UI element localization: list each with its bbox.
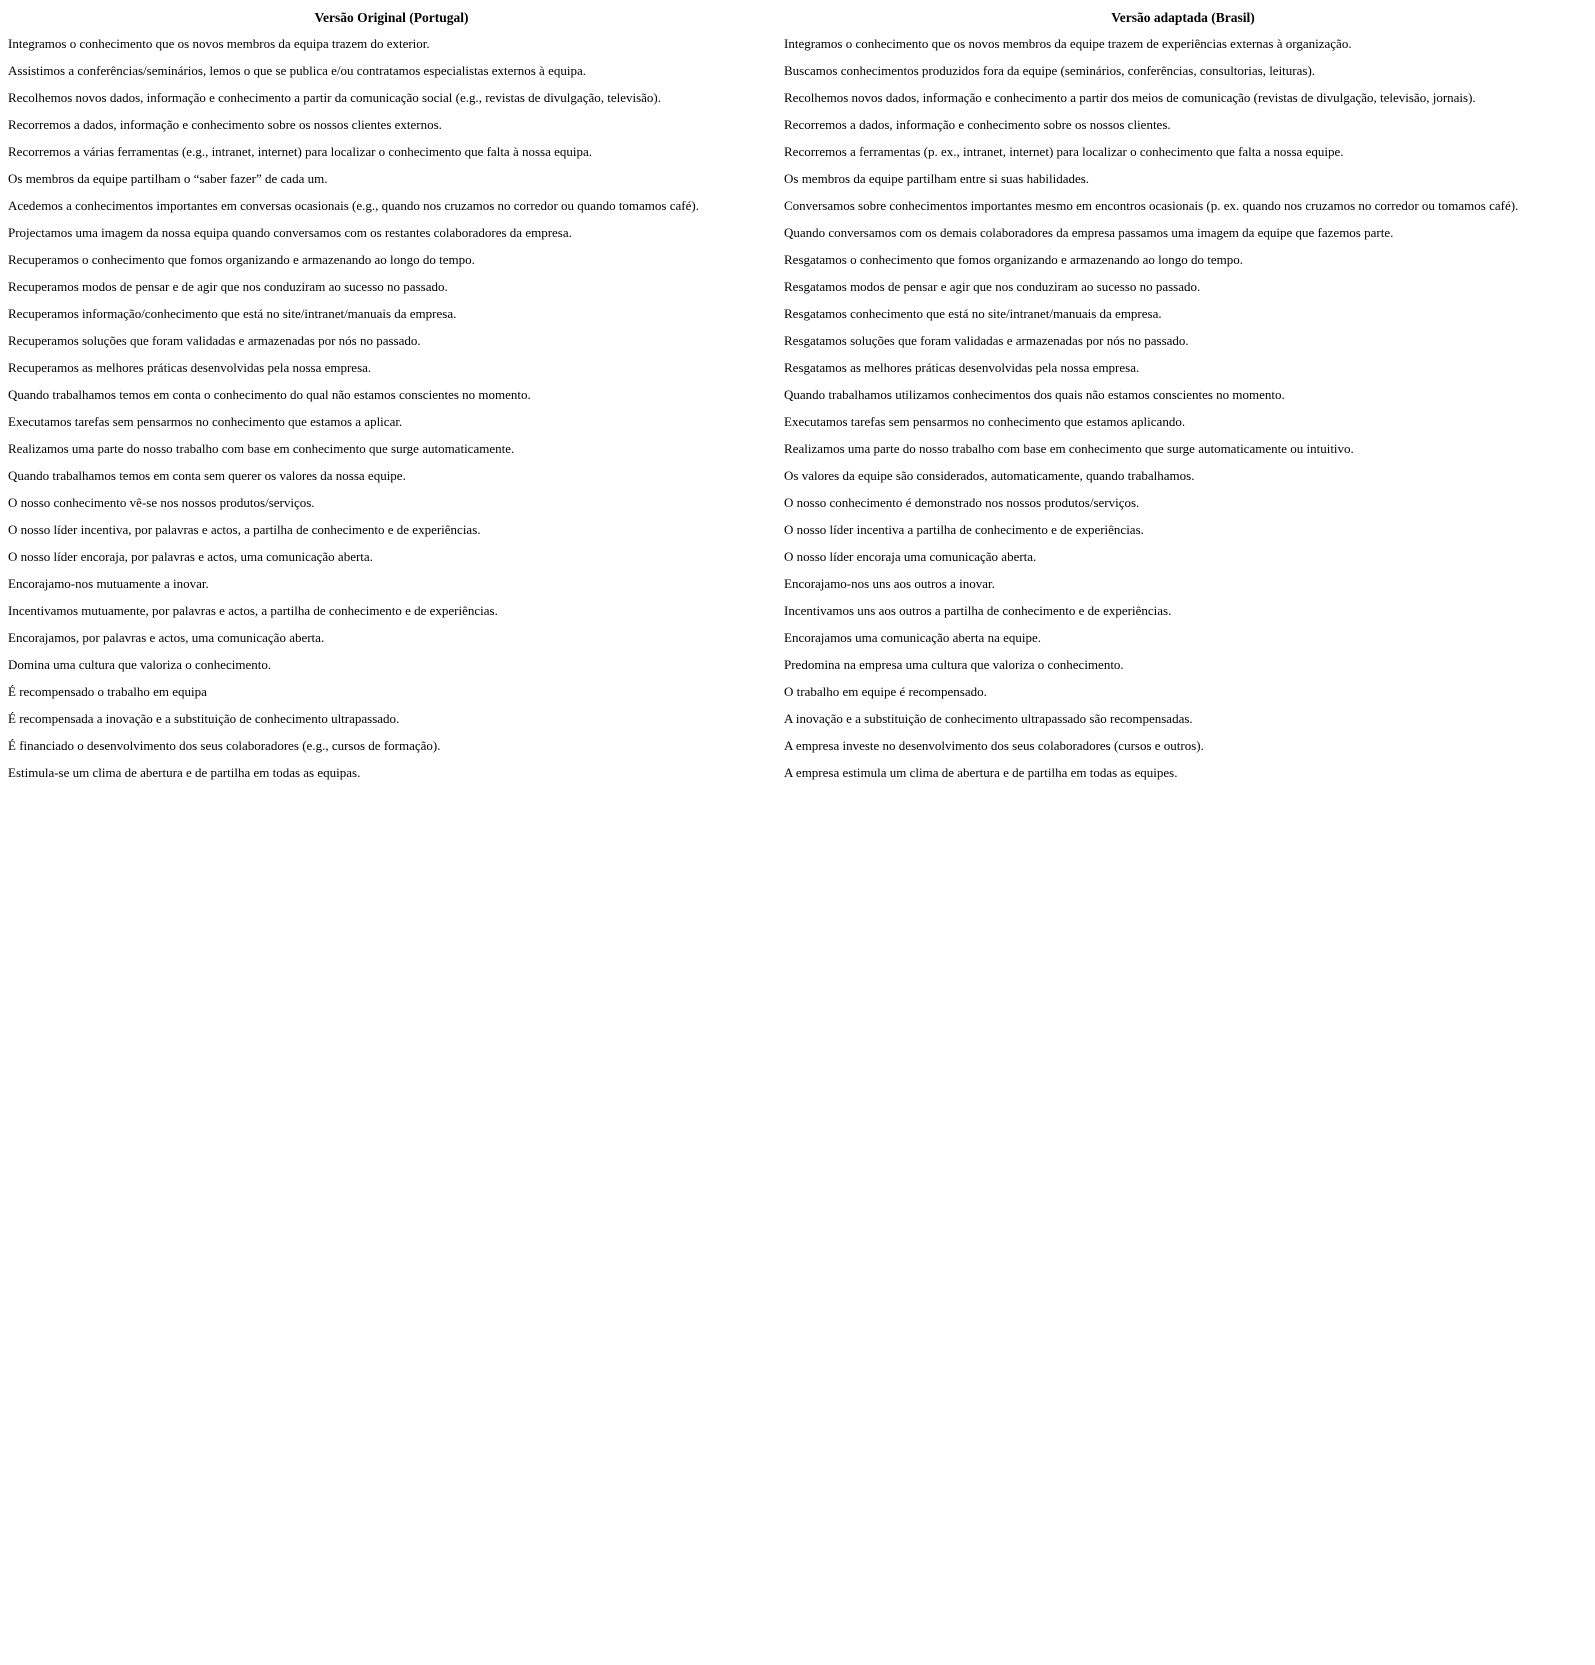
- cell-adapted-brazil: Resgatamos o conhecimento que fomos organizando e armazenando ao longo do tempo.: [784, 252, 1243, 267]
- cell-original-portugal: Recuperamos o conhecimento que fomos organizando e armazenando ao longo do tempo.: [8, 252, 475, 267]
- cell-original-portugal: É financiado o desenvolvimento dos seus colaboradores (e.g., cursos de formação).: [8, 738, 441, 753]
- header-row: [6, 6, 1589, 30]
- table-row: [6, 273, 1589, 300]
- table-body: [6, 30, 1589, 786]
- table-row: [6, 219, 1589, 246]
- cell-original-portugal: Recorremos a várias ferramentas (e.g., intranet, internet) para localizar o conhecimento que falta à nossa equipa.: [8, 144, 593, 159]
- cell-adapted-brazil: Recorremos a dados, informação e conhecimento sobre os nossos clientes.: [784, 117, 1171, 132]
- cell-original-portugal: Recuperamos modos de pensar e de agir que nos conduziram ao sucesso no passado.: [8, 279, 448, 294]
- table-row: [6, 732, 1589, 759]
- cell-original-portugal: Assistimos a conferências/seminários, lemos o que se publica e/ou contratamos especialistas externos à equipa.: [8, 63, 586, 78]
- table-row: [6, 570, 1589, 597]
- table-row: [6, 543, 1589, 570]
- cell-adapted-brazil: O nosso líder incentiva a partilha de conhecimento e de experiências.: [784, 522, 1144, 537]
- cell-original-portugal: Quando trabalhamos temos em conta sem querer os valores da nossa equipe.: [8, 468, 406, 483]
- table-row: [6, 381, 1589, 408]
- table-row: [6, 84, 1589, 111]
- table-row: [6, 300, 1589, 327]
- cell-adapted-brazil: Encorajamos uma comunicação aberta na equipe.: [784, 630, 1041, 645]
- cell-original-portugal: O nosso líder incentiva, por palavras e actos, a partilha de conhecimento e de experiências.: [8, 522, 481, 537]
- cell-original-portugal: Os membros da equipe partilham o “saber fazer” de cada um.: [8, 171, 328, 186]
- cell-adapted-brazil: Executamos tarefas sem pensarmos no conhecimento que estamos aplicando.: [784, 414, 1186, 429]
- cell-original-portugal: O nosso líder encoraja, por palavras e actos, uma comunicação aberta.: [8, 549, 373, 564]
- table-row: [6, 138, 1589, 165]
- cell-original-portugal: Integramos o conhecimento que os novos membros da equipa trazem do exterior.: [8, 36, 430, 51]
- cell-original-portugal: O nosso conhecimento vê-se nos nossos produtos/serviços.: [8, 495, 315, 510]
- table-row: [6, 489, 1589, 516]
- table-row: [6, 408, 1589, 435]
- cell-adapted-brazil: Os valores da equipe são considerados, automaticamente, quando trabalhamos.: [784, 468, 1195, 483]
- cell-adapted-brazil: Os membros da equipe partilham entre si suas habilidades.: [784, 171, 1090, 186]
- table-row: [6, 705, 1589, 732]
- cell-original-portugal: Executamos tarefas sem pensarmos no conhecimento que estamos a aplicar.: [8, 414, 403, 429]
- cell-original-portugal: Recolhemos novos dados, informação e conhecimento a partir da comunicação social (e.g., revistas de divulgação, televisão).: [8, 90, 662, 105]
- cell-adapted-brazil: Resgatamos conhecimento que está no site/intranet/manuais da empresa.: [784, 306, 1162, 321]
- cell-original-portugal: Recuperamos as melhores práticas desenvolvidas pela nossa empresa.: [8, 360, 372, 375]
- table-row: [6, 246, 1589, 273]
- table-row: [6, 111, 1589, 138]
- cell-original-portugal: Encorajamo-nos mutuamente a inovar.: [8, 576, 209, 591]
- cell-adapted-brazil: Predomina na empresa uma cultura que valoriza o conhecimento.: [784, 657, 1124, 672]
- cell-adapted-brazil: Integramos o conhecimento que os novos membros da equipe trazem de experiências externas à organização.: [784, 36, 1352, 51]
- cell-original-portugal: É recompensada a inovação e a substituição de conhecimento ultrapassado.: [8, 711, 400, 726]
- table-row: [6, 435, 1589, 462]
- cell-adapted-brazil: Buscamos conhecimentos produzidos fora da equipe (seminários, conferências, consultorias, leituras).: [784, 63, 1316, 78]
- cell-original-portugal: Encorajamos, por palavras e actos, uma comunicação aberta.: [8, 630, 325, 645]
- cell-adapted-brazil: Realizamos uma parte do nosso trabalho com base em conhecimento que surge automaticamente ou intuitivo.: [784, 441, 1354, 456]
- table-row: [6, 57, 1589, 84]
- cell-adapted-brazil: Resgatamos as melhores práticas desenvolvidas pela nossa empresa.: [784, 360, 1140, 375]
- cell-original-portugal: Recuperamos informação/conhecimento que está no site/intranet/manuais da empresa.: [8, 306, 457, 321]
- cell-original-portugal: Recorremos a dados, informação e conhecimento sobre os nossos clientes externos.: [8, 117, 442, 132]
- cell-original-portugal: Quando trabalhamos temos em conta o conhecimento do qual não estamos conscientes no momento.: [8, 387, 531, 402]
- cell-adapted-brazil: Incentivamos uns aos outros a partilha de conhecimento e de experiências.: [784, 603, 1172, 618]
- table-row: [6, 30, 1589, 57]
- cell-adapted-brazil: Encorajamo-nos uns aos outros a inovar.: [784, 576, 995, 591]
- table-row: [6, 597, 1589, 624]
- cell-original-portugal: Estimula-se um clima de abertura e de partilha em todas as equipas.: [8, 765, 361, 780]
- cell-adapted-brazil: Resgatamos soluções que foram validadas e armazenadas por nós no passado.: [784, 333, 1189, 348]
- comparison-table: [6, 6, 1589, 786]
- table-row: [6, 516, 1589, 543]
- table-row: [6, 624, 1589, 651]
- cell-adapted-brazil: Quando trabalhamos utilizamos conhecimentos dos quais não estamos conscientes no momento.: [784, 387, 1285, 402]
- cell-adapted-brazil: O trabalho em equipe é recompensado.: [784, 684, 987, 699]
- cell-adapted-brazil: Quando conversamos com os demais colaboradores da empresa passamos uma imagem da equipe que fazemos parte.: [784, 225, 1394, 240]
- table-row: [6, 462, 1589, 489]
- cell-original-portugal: Domina uma cultura que valoriza o conhecimento.: [8, 657, 272, 672]
- cell-adapted-brazil: Conversamos sobre conhecimentos importantes mesmo em encontros ocasionais (p. ex. quando nos cruzamos no corredor ou tomamos café).: [784, 198, 1519, 213]
- table-row: [6, 165, 1589, 192]
- table-row: [6, 651, 1589, 678]
- header-original-portugal: Versão Original (Portugal): [314, 10, 469, 25]
- cell-adapted-brazil: O nosso líder encoraja uma comunicação aberta.: [784, 549, 1037, 564]
- table-row: [6, 327, 1589, 354]
- table-row: [6, 759, 1589, 786]
- cell-adapted-brazil: Recolhemos novos dados, informação e conhecimento a partir dos meios de comunicação (revistas de divulgação, televisão, jornais).: [784, 90, 1476, 105]
- table-row: [6, 354, 1589, 381]
- cell-original-portugal: É recompensado o trabalho em equipa: [8, 684, 207, 699]
- table-row: [6, 678, 1589, 705]
- cell-adapted-brazil: O nosso conhecimento é demonstrado nos nossos produtos/serviços.: [784, 495, 1140, 510]
- cell-original-portugal: Acedemos a conhecimentos importantes em conversas ocasionais (e.g., quando nos cruzamos no corredor ou quando tomamos café).: [8, 198, 699, 213]
- cell-adapted-brazil: A empresa investe no desenvolvimento dos seus colaboradores (cursos e outros).: [784, 738, 1204, 753]
- cell-adapted-brazil: A inovação e a substituição de conhecimento ultrapassado são recompensadas.: [784, 711, 1193, 726]
- header-adapted-brazil: Versão adaptada (Brasil): [1111, 10, 1255, 25]
- cell-original-portugal: Realizamos uma parte do nosso trabalho com base em conhecimento que surge automaticamente.: [8, 441, 515, 456]
- cell-adapted-brazil: Resgatamos modos de pensar e agir que nos conduziram ao sucesso no passado.: [784, 279, 1201, 294]
- cell-original-portugal: Projectamos uma imagem da nossa equipa quando conversamos com os restantes colaboradores da empresa.: [8, 225, 572, 240]
- comparison-document: [6, 6, 1589, 786]
- table-row: [6, 192, 1589, 219]
- cell-original-portugal: Incentivamos mutuamente, por palavras e actos, a partilha de conhecimento e de experiências.: [8, 603, 498, 618]
- cell-adapted-brazil: Recorremos a ferramentas (p. ex., intranet, internet) para localizar o conhecimento que falta a nossa equipe.: [784, 144, 1344, 159]
- cell-original-portugal: Recuperamos soluções que foram validadas e armazenadas por nós no passado.: [8, 333, 421, 348]
- cell-adapted-brazil: A empresa estimula um clima de abertura e de partilha em todas as equipes.: [784, 765, 1178, 780]
